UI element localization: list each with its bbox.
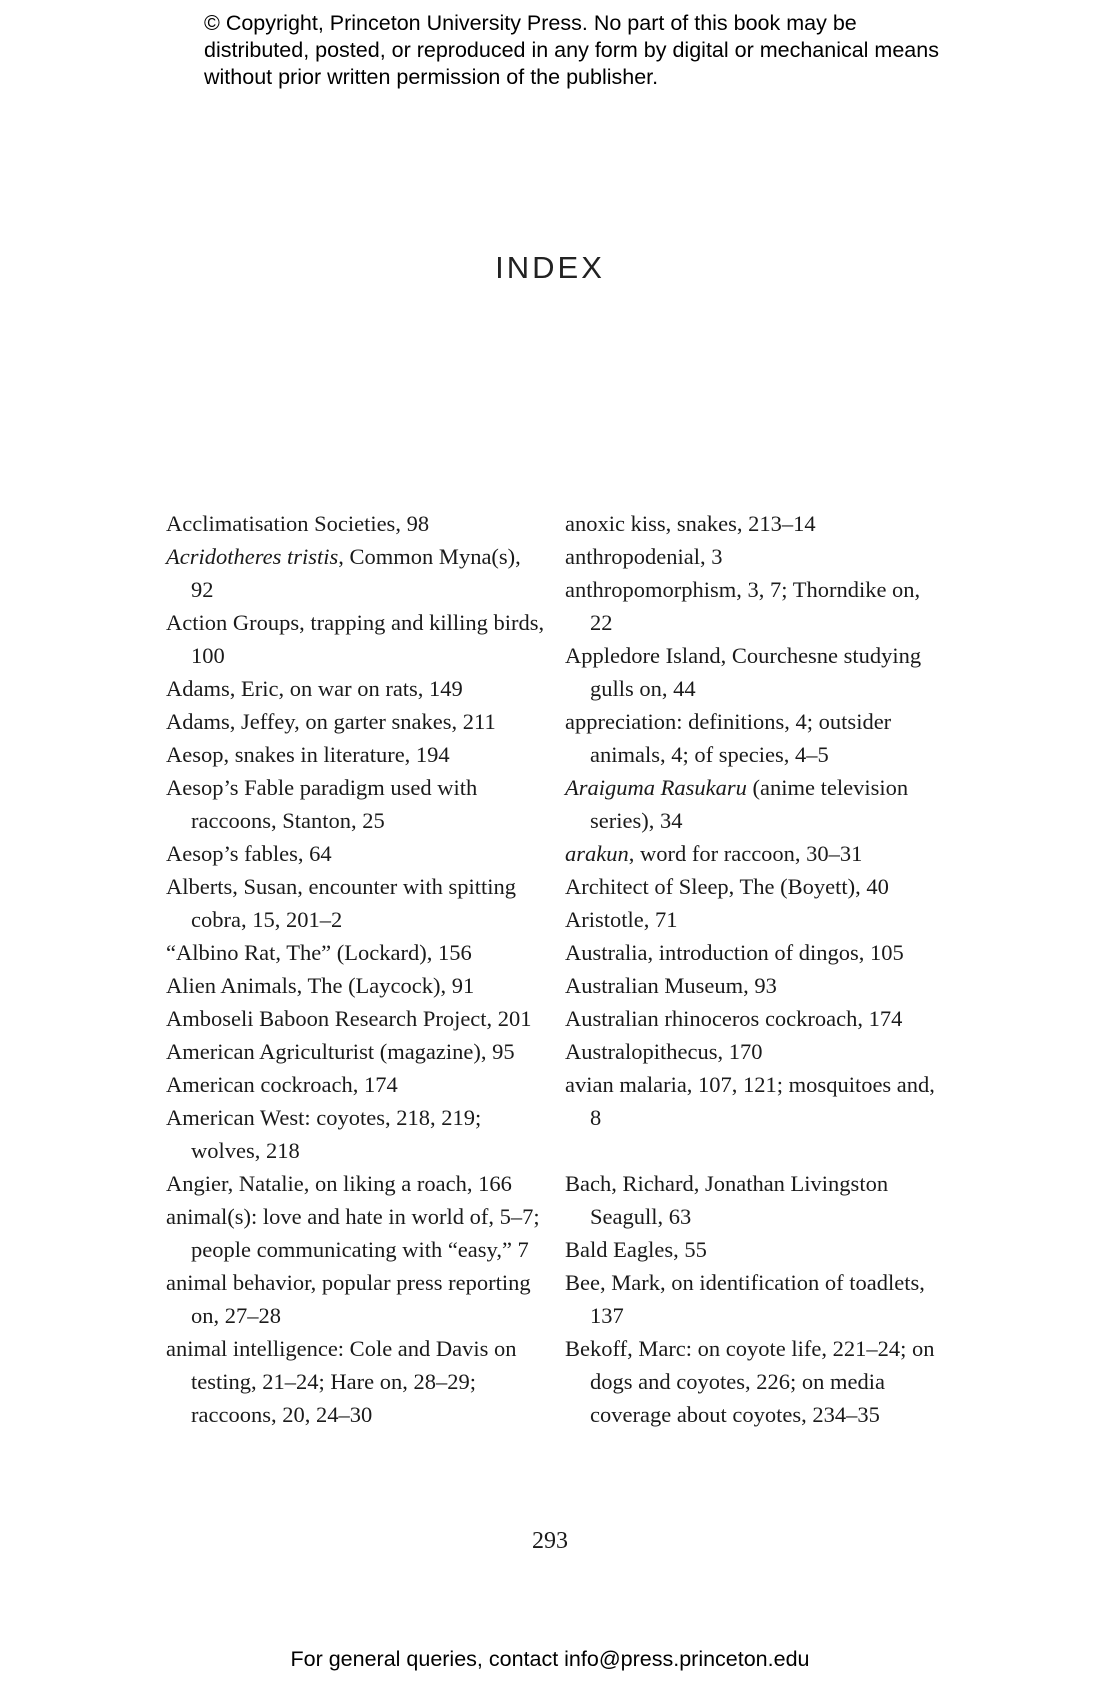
index-entry-text: , Common Myna(s), 92 bbox=[191, 544, 521, 602]
index-entry-text: appreciation: definitions, 4; outsider animals, 4; of species, 4–5 bbox=[565, 709, 892, 767]
index-entry bbox=[166, 837, 546, 870]
index-entry bbox=[166, 1068, 546, 1101]
index-entry-text: Australian rhinoceros cockroach, 174 bbox=[565, 1006, 903, 1031]
index-entry bbox=[166, 672, 546, 705]
index-entry bbox=[166, 705, 546, 738]
index-entry bbox=[166, 1101, 546, 1167]
index-entry bbox=[565, 540, 945, 573]
index-entry-text: Bach, Richard, Jonathan Livingston Seagull, 63 bbox=[565, 1171, 889, 1229]
index-entry bbox=[565, 870, 945, 903]
index-entry-text: animal intelligence: Cole and Davis on testing, 21–24; Hare on, 28–29; raccoons, 20, 24–30 bbox=[166, 1336, 517, 1427]
index-entry-italic: arakun bbox=[565, 841, 629, 866]
index-entry-text: American Agriculturist (magazine), 95 bbox=[166, 1039, 515, 1064]
index-entry bbox=[166, 1200, 546, 1266]
index-letter-gap bbox=[565, 1134, 945, 1167]
index-entry-text: Adams, Eric, on war on rats, 149 bbox=[166, 676, 463, 701]
index-entry-text: Bee, Mark, on identification of toadlets, 137 bbox=[565, 1270, 925, 1328]
index-entry-text: Australopithecus, 170 bbox=[565, 1039, 763, 1064]
index-entry bbox=[166, 540, 546, 606]
index-entry bbox=[565, 705, 945, 771]
index-entry bbox=[166, 969, 546, 1002]
index-entry bbox=[565, 936, 945, 969]
page-title: INDEX bbox=[495, 250, 605, 285]
index-entry-text: Adams, Jeffey, on garter snakes, 211 bbox=[166, 709, 496, 734]
index-entry-text: Aesop’s Fable paradigm used with raccoons, Stanton, 25 bbox=[166, 775, 478, 833]
index-entry-text: Australian Museum, 93 bbox=[565, 973, 777, 998]
index-entry-text: Angier, Natalie, on liking a roach, 166 bbox=[166, 1171, 512, 1196]
index-entry bbox=[565, 771, 945, 837]
index-entry-text: avian malaria, 107, 121; mosquitoes and, 8 bbox=[565, 1072, 935, 1130]
index-entry bbox=[565, 969, 945, 1002]
index-entry-text: (anime television series), 34 bbox=[590, 775, 909, 833]
index-entry-text: Australia, introduction of dingos, 105 bbox=[565, 940, 904, 965]
index-entry-text: “Albino Rat, The” (Lockard), 156 bbox=[166, 940, 472, 965]
index-entry bbox=[565, 1266, 945, 1332]
index-entry-text: animal(s): love and hate in world of, 5–7; people communicating with “easy,” 7 bbox=[166, 1204, 540, 1262]
index-entry-text: American cockroach, 174 bbox=[166, 1072, 398, 1097]
index-entry bbox=[166, 738, 546, 771]
index-entry-text: anthropodenial, 3 bbox=[565, 544, 723, 569]
index-entry-text: , word for raccoon, 30–31 bbox=[628, 841, 863, 866]
page-number: 293 bbox=[532, 1528, 568, 1554]
index-entry-text: Aesop’s fables, 64 bbox=[166, 841, 332, 866]
index-entry bbox=[166, 936, 546, 969]
index-entry bbox=[166, 771, 546, 837]
index-entry bbox=[565, 639, 945, 705]
index-entry-text: American West: coyotes, 218, 219; wolves, 218 bbox=[166, 1105, 482, 1163]
index-entry-text: Aesop, snakes in literature, 194 bbox=[166, 742, 450, 767]
index-entry-text: anoxic kiss, snakes, 213–14 bbox=[565, 511, 816, 536]
copyright-notice: © Copyright, Princeton University Press. No part of this book may be distributed, posted, or reproduced in any form by digital or mechanical means without prior written permission of the publisher. bbox=[204, 11, 939, 89]
index-entry bbox=[166, 1167, 546, 1200]
index-entry-text: Acclimatisation Societies, 98 bbox=[166, 511, 430, 536]
footer-contact: For general queries, contact info@press.princeton.edu bbox=[290, 1647, 810, 1671]
index-entry-text: Alberts, Susan, encounter with spitting cobra, 15, 201–2 bbox=[166, 874, 516, 932]
index-entry-text: Bekoff, Marc: on coyote life, 221–24; on dogs and coyotes, 226; on media coverage about coyotes, 234–35 bbox=[565, 1336, 935, 1427]
index-column-left bbox=[166, 507, 546, 1431]
index-entry-italic: Araiguma Rasukaru bbox=[565, 775, 747, 800]
index-entry-text: Architect of Sleep, The (Boyett), 40 bbox=[565, 874, 889, 899]
index-entry bbox=[565, 1068, 945, 1134]
index-entry bbox=[565, 507, 945, 540]
index-entry-text: Alien Animals, The (Laycock), 91 bbox=[166, 973, 475, 998]
index-entry bbox=[565, 573, 945, 639]
index-entry-text: anthropomorphism, 3, 7; Thorndike on, 22 bbox=[565, 577, 921, 635]
index-entry bbox=[166, 870, 546, 936]
index-entry-text: Amboseli Baboon Research Project, 201 bbox=[166, 1006, 532, 1031]
index-entry-text: Action Groups, trapping and killing birds, 100 bbox=[166, 610, 545, 668]
index-entry bbox=[565, 1035, 945, 1068]
index-entry-text: Appledore Island, Courchesne studying gulls on, 44 bbox=[565, 643, 922, 701]
index-entry bbox=[166, 606, 546, 672]
index-entry bbox=[166, 1035, 546, 1068]
index-entry bbox=[565, 1332, 945, 1431]
index-entry bbox=[166, 507, 546, 540]
index-entry bbox=[166, 1266, 546, 1332]
index-entry bbox=[565, 1233, 945, 1266]
index-entry-text: Bald Eagles, 55 bbox=[565, 1237, 707, 1262]
index-entry bbox=[565, 1167, 945, 1233]
index-entry bbox=[565, 903, 945, 936]
index-entry-text: animal behavior, popular press reporting on, 27–28 bbox=[166, 1270, 531, 1328]
index-entry bbox=[166, 1332, 546, 1431]
index-entry bbox=[565, 1002, 945, 1035]
index-entry-text: Aristotle, 71 bbox=[565, 907, 678, 932]
index-entry bbox=[565, 837, 945, 870]
index-column-right bbox=[565, 507, 945, 1431]
index-entry-italic: Acridotheres tristis bbox=[166, 544, 339, 569]
index-entry bbox=[166, 1002, 546, 1035]
